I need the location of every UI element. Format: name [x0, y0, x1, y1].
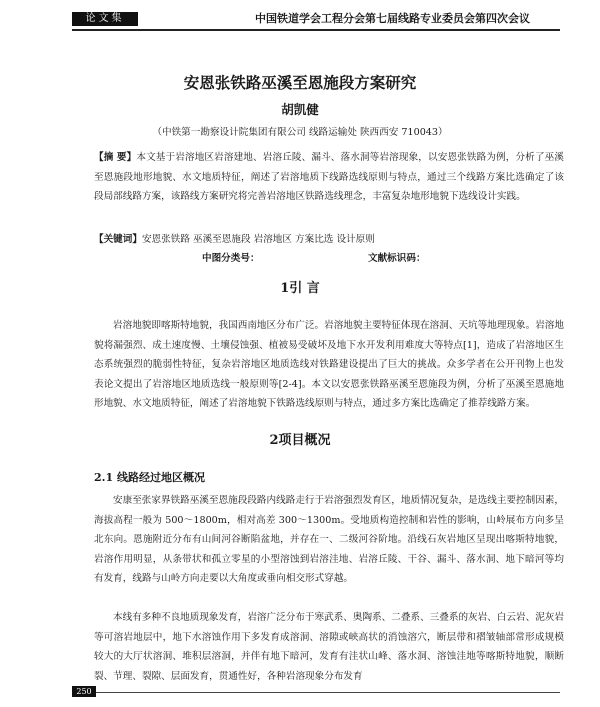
section-2-heading: 2项目概况 — [269, 433, 331, 448]
section-2-1-paragraph-1: 安康至张家界铁路巫溪至恩施段段路内线路走行于岩溶强烈发育区，地质情况复杂，是选线主要控制因素，海拔高程一般为 500～1800m，相对高差 300～1300m。受地质构造控制和岩性的影响，山岭展布方向多呈北东向。恩施附近分布有山间河谷断陷盆地，并存在一、二级河谷阶地。沿线石灰岩地区呈现出喀斯特地貌，岩溶作用明显，从条带状和孤立零星的小型溶蚀到岩溶洼地、岩溶丘陵、干谷、漏斗、落水洞、地下暗河等均有发育，线路与山岭方向走要以大角度或垂向相交形式穿越。 — [94, 495, 564, 584]
keywords-label: 【关键词】 — [94, 234, 142, 245]
author-affiliation: （中铁第一勘察设计院集团有限公司 线路运输处 陕西西安 710043） — [152, 127, 448, 138]
section-2-1-heading: 2.1 线路经过地区概况 — [94, 471, 205, 484]
paper-author: 胡凯健 — [281, 102, 319, 117]
page-header — [0, 0, 600, 34]
header-rule — [72, 29, 560, 31]
abstract-label: 【摘 要】 — [94, 152, 137, 163]
classification-label: 中图分类号： — [202, 253, 260, 264]
keywords-text: 安恩张铁路 巫溪至恩施段 岩溶地区 方案比选 设计原则 — [141, 234, 375, 245]
section-2-1-paragraph-2: 本线有多种不良地质现象发育，岩溶广泛分布于寒武系、奥陶系、二叠系、三叠系的灰岩、白云岩、泥灰岩等可溶岩地层中，地下水溶蚀作用下多发育成溶洞、溶隙或峡高状的消蚀溶穴，断层带和褶皱轴部常形成规模较大的大厅状溶洞、堆积层溶洞，并伴有地下暗河，发育有洼状山峰、落水洞、溶蚀洼地等喀斯特地貌，顺断裂、节理、裂隙、层面发育，贯通性好，各种岩溶现象分布发育 — [94, 612, 564, 682]
abstract — [94, 148, 564, 207]
proceedings-tag: 论文集 — [72, 12, 138, 26]
conference-title: 中国铁道学会工程分会第七届线路专业委员会第四次会议 — [255, 12, 530, 25]
section-1-body: 岩溶地貌即喀斯特地貌，我国西南地区分布广泛。岩溶地貌主要特征体现在溶洞、天坑等地理现象。岩溶地貌将漏强烈、成土速度慢、土壤侵蚀强、植被易受破坏及地下水开发利用难度大等特点[1]，造成了岩溶地区生态系统强烈的脆弱性特征，复杂岩溶地区地质选线对铁路建设提出了巨大的挑战。众多学者在公开刊物上也发表论文提出了岩溶地区地质选线一般原则等[2-4]。本文以安恩张铁路巫溪至恩施段为例，分析了巫溪至恩施地形地貌、水文地质特征，阐述了岩溶地貌下铁路选线原则与特点，通过多方案比选确定了推荐线路方案。 — [94, 320, 564, 409]
paper-title: 安恩张铁路巫溪至恩施段方案研究 — [183, 73, 417, 92]
document-code-label: 文献标识码： — [368, 253, 426, 264]
footer-rule — [96, 692, 560, 693]
page-number: 250 — [72, 686, 96, 697]
section-1-heading: 1引 言 — [280, 281, 320, 296]
keywords — [94, 230, 564, 250]
abstract-text: 本文基于岩溶地区岩溶建地、岩溶丘陵、漏斗、落水洞等岩溶现象，以安恩张铁路为例，分析了巫溪至恩施段地形地貌、水文地质特征，阐述了岩溶地质下线路选线原则与特点，通过三个线路方案比选确定了该段局部线路方案，该路线方案研究将完善岩溶地区铁路选线理念，丰富复杂地形地貌下选线设计实践。 — [94, 152, 564, 202]
